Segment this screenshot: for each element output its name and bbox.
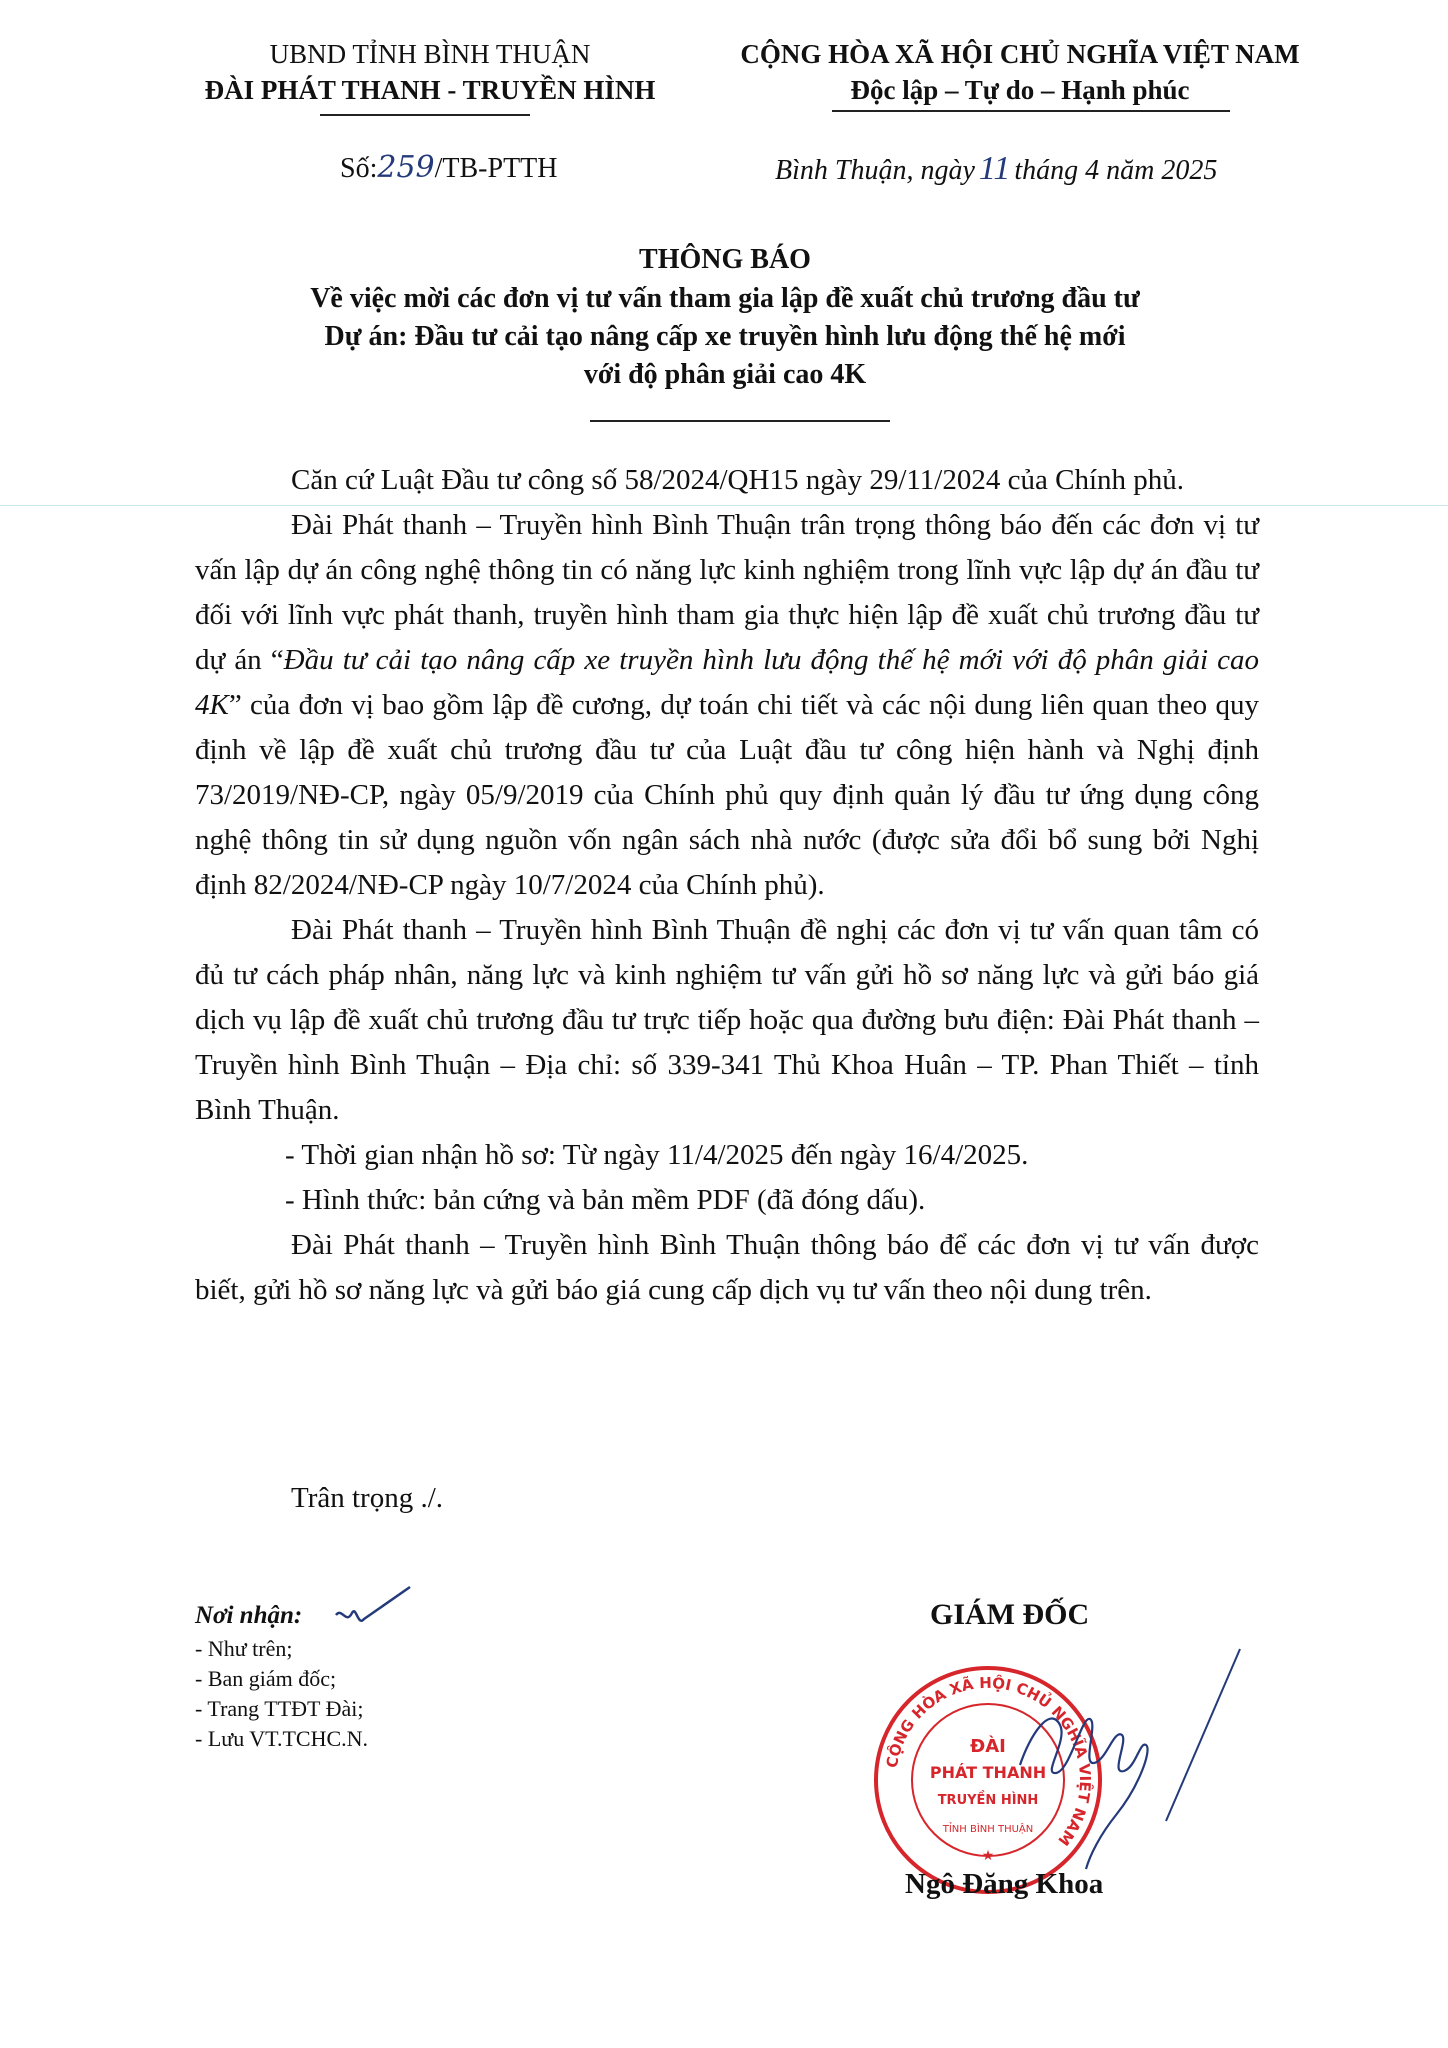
legal-basis-paragraph: Căn cứ Luật Đầu tư công số 58/2024/QH15 ngày 29/11/2024 của Chính phủ. (291, 464, 1184, 496)
submission-format-item: - Hình thức: bản cứng và bản mềm PDF (đã đóng dấu). (285, 1184, 926, 1216)
date-suffix: tháng 4 năm 2025 (1014, 155, 1218, 186)
seal-line4: TỈNH BÌNH THUẬN (942, 1824, 1034, 1835)
recipients-list (195, 1634, 615, 1754)
date-day-handwritten: 11 (978, 150, 1011, 187)
motto-underline (832, 110, 1230, 112)
parent-agency: UBND TỈNH BÌNH THUẬN (269, 39, 591, 69)
request-paragraph: Đài Phát thanh – Truyền hình Bình Thuận đề nghị các đơn vị tư vấn quan tâm có đủ tư cách pháp nhân, năng lực và kinh nghiệm tư vấn gửi hồ sơ năng lực và gửi báo giá dịch vụ lập đề xuất chủ trương đầu tư trực tiếp hoặc qua đường bưu điện: Đài Phát thanh – Truyền hình Bình Thuận – Địa chỉ: số 339-341 Thủ Khoa Huân – TP. Phan Thiết – tỉnh Bình Thuận. (195, 914, 1259, 1126)
notice-subject-line3: với độ phân giải cao 4K (583, 359, 867, 390)
notice-subject-line2: Dự án: Đầu tư cải tạo nâng cấp xe truyền hình lưu động thế hệ mới (324, 321, 1126, 352)
document-date (775, 150, 1217, 188)
doc-number-suffix: /TB-PTTH (434, 153, 558, 184)
project-name-italic: Đầu tư cải tạo nâng cấp xe truyền hình lưu động thế hệ mới với độ phân giải cao 4K (195, 644, 1259, 721)
doc-number-handwritten: 259 (377, 150, 435, 185)
seal-line2: PHÁT THANH (929, 1763, 1047, 1782)
document-number (340, 150, 558, 185)
signatory-name: Ngô Đăng Khoa (905, 1868, 1104, 1900)
national-title-block (700, 36, 1340, 108)
signatory-position: GIÁM ĐỐC (930, 1598, 1090, 1631)
recipients-title: Nơi nhận: (195, 1602, 303, 1629)
handwritten-signature (990, 1645, 1250, 1875)
recipient-item: - Lưu VT.TCHC.N. (195, 1726, 369, 1751)
seal-line1: ĐÀI (970, 1736, 1006, 1757)
invitation-paragraph (195, 503, 1259, 908)
invitation-text-end: ” của đơn vị bao gồm lập đề cương, dự toán chi tiết và các nội dung liên quan theo quy định về lập đề xuất chủ trương đầu tư của Luật đầu tư công hiện hành và Nghị định 73/2019/NĐ-CP, ngày 05/9/2019 của Chính phủ quy định quản lý đầu tư ứng dụng công nghệ thông tin sử dụng nguồn vốn ngân sách nhà nước (được sửa đổi bổ sung bởi Nghị định 82/2024/NĐ-CP ngày 10/7/2024 của Chính phủ). (195, 689, 1259, 901)
seal-line3: TRUYỀN HÌNH (937, 1793, 1039, 1808)
agency-name: ĐÀI PHÁT THANH - TRUYỀN HÌNH (204, 75, 656, 105)
seal-outer-text: CỘNG HÒA XÃ HỘI CHỦ NGHĨA VIỆT NAM (882, 1673, 1095, 1850)
notice-title-block (190, 240, 1260, 394)
agency-underline (320, 114, 530, 116)
title-underline (590, 420, 890, 422)
notice-title: THÔNG BÁO (639, 244, 811, 275)
closing-phrase: Trân trọng ./. (291, 1482, 443, 1514)
country-name: CỘNG HÒA XÃ HỘI CHỦ NGHĨA VIỆT NAM (740, 39, 1300, 69)
conclusion-paragraph: Đài Phát thanh – Truyền hình Bình Thuận thông báo để các đơn vị tư vấn được biết, gửi hồ sơ năng lực và gửi báo giá cung cấp dịch vụ tư vấn theo nội dung trên. (195, 1229, 1259, 1306)
doc-number-prefix: Số: (340, 153, 378, 184)
notice-body (195, 458, 1259, 1313)
svg-text:★: ★ (981, 1848, 995, 1864)
submission-period-item: - Thời gian nhận hồ sơ: Từ ngày 11/4/2025 đến ngày 16/4/2025. (285, 1139, 1029, 1171)
invitation-text-start: Đài Phát thanh – Truyền hình Bình Thuận trân trọng thông báo đến các đơn vị tư vấn lập dự án công nghệ thông tin có năng lực kinh nghiệm trong lĩnh vực lập dự án đầu tư đối với lĩnh vực phát thanh, truyền hình tham gia thực hiện lập đề xuất chủ trương đầu tư dự án “ (195, 509, 1259, 676)
national-motto: Độc lập – Tự do – Hạnh phúc (850, 75, 1190, 105)
issuing-agency-block (170, 36, 690, 108)
notice-subject-line1: Về việc mời các đơn vị tư vấn tham gia lập đề xuất chủ trương đầu tư (310, 283, 1140, 314)
recipient-item: - Ban giám đốc; (195, 1666, 337, 1691)
recipient-item: - Như trên; (195, 1636, 293, 1661)
initial-mark (330, 1585, 420, 1645)
date-prefix: Bình Thuận, ngày (775, 155, 975, 186)
recipient-item: - Trang TTĐT Đài; (195, 1696, 364, 1721)
